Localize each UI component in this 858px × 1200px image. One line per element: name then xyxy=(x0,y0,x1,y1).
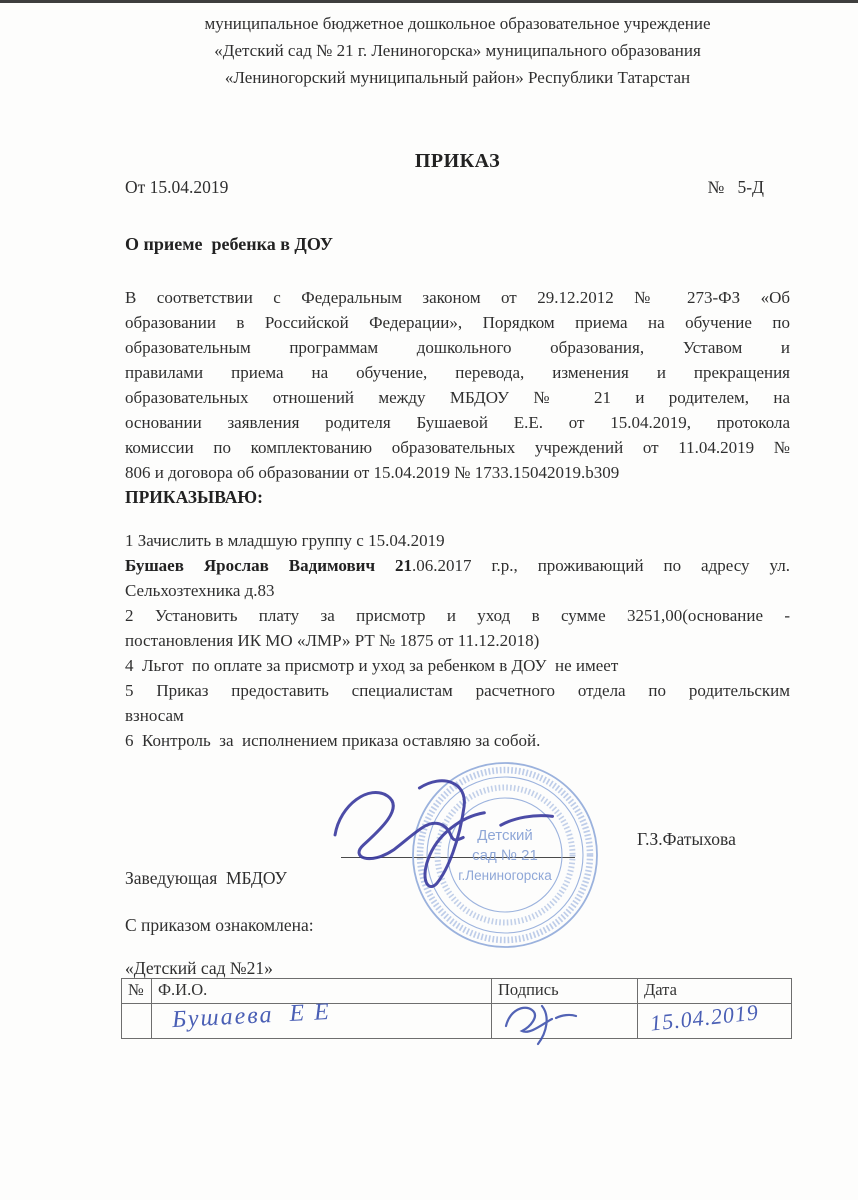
preamble-line: комиссии по комплектованию образовательных учреждений от 11.04.2019 № xyxy=(125,438,790,457)
order-subject: О приеме ребенка в ДОУ xyxy=(125,234,334,254)
director-signature-scribble-icon xyxy=(321,763,575,902)
col-header-date: Дата xyxy=(638,979,792,1004)
col-header-signature: Подпись xyxy=(492,979,638,1004)
signer-name: Г.З.Фатыхова xyxy=(637,829,736,849)
signer-position-line1: Заведующая МБДОУ xyxy=(125,868,287,888)
cell-signature-handwritten xyxy=(492,1004,638,1039)
order-item-1: 1 Зачислить в младшую группу с 15.04.2019 xyxy=(125,531,445,550)
preamble-line: образовательным программам дошкольного образования, Уставом и xyxy=(125,338,790,357)
stamp-center-line1: Детский xyxy=(477,827,533,844)
order-item-2-line2: постановления ИК МО «ЛМР» РТ № 1875 от 11.12.2018) xyxy=(125,631,540,650)
cell-date-handwritten xyxy=(638,999,792,1039)
preamble-line: образовательных отношений между МБДОУ № 21 и родителем, на xyxy=(125,388,790,407)
order-item-1-child xyxy=(125,553,790,578)
org-line-3: «Лениногорский муниципальный район» Республики Татарстан xyxy=(224,68,691,87)
stamp-center-line3: г.Лениногорска xyxy=(458,868,552,883)
document-content xyxy=(125,10,790,753)
document-title: ПРИКАЗ xyxy=(414,150,501,172)
order-preamble xyxy=(125,285,790,510)
acknowledgement-table xyxy=(121,978,792,1039)
org-line-1: муниципальное бюджетное дошкольное образовательное учреждение xyxy=(204,14,711,33)
order-item-5-line2: взносам xyxy=(125,706,184,725)
date-number-row xyxy=(125,175,790,199)
parent-signature-scribble-icon xyxy=(500,1000,580,1051)
child-name: Бушаев Ярослав Вадимович 21 xyxy=(125,556,412,575)
preamble-line: В соответствии с Федеральным законом от 29.12.2012 № 273-ФЗ «Об xyxy=(125,288,790,307)
order-item-5-line1: 5 Приказ предоставить специалистам расчетного отдела по родительским xyxy=(125,681,790,700)
order-items xyxy=(125,528,790,753)
scan-artifact-top-edge xyxy=(0,0,858,3)
order-item-1-address: Сельхозтехника д.83 xyxy=(125,581,275,600)
organization-header xyxy=(125,10,790,91)
preamble-line: 806 и договора об образовании от 15.04.2019 № 1733.15042019.b309 xyxy=(125,463,620,482)
org-line-2: «Детский сад № 21 г. Лениногорска» муниципального образования xyxy=(214,41,701,60)
child-birth-address: .06.2017 г.р., проживающий по адресу ул. xyxy=(411,556,790,575)
acknowledgement-label: С приказом ознакомлена: xyxy=(125,915,314,935)
decree-heading: ПРИКАЗЫВАЮ: xyxy=(125,487,263,507)
stamp-center-line2: сад № 21 xyxy=(472,847,538,864)
handwritten-date: 15.04.2019 xyxy=(648,999,760,1036)
cell-number xyxy=(122,1004,152,1039)
order-number: № 5-Д xyxy=(707,177,764,197)
preamble-line: правилами приема на обучение, перевода, изменения и прекращения xyxy=(125,363,790,382)
order-date: От 15.04.2019 xyxy=(125,177,229,197)
handwritten-name: Бушаева Е Е xyxy=(171,998,332,1034)
cell-fio-handwritten xyxy=(152,998,492,1039)
preamble-line: образовании в Российской Федерации», Порядком приема на обучение по xyxy=(125,313,790,332)
signer-position-line2: «Детский сад №21» xyxy=(125,958,273,978)
col-header-fio: Ф.И.О. xyxy=(152,979,492,1004)
preamble-line: основании заявления родителя Бушаевой Е.Е. от 15.04.2019, протокола xyxy=(125,413,790,432)
order-item-2-line1: 2 Установить плату за присмотр и уход в сумме 3251,00(основание - xyxy=(125,606,790,625)
table-row xyxy=(122,1004,792,1039)
table-header-row xyxy=(122,979,792,1004)
order-item-6: 6 Контроль за исполнением приказа оставляю за собой. xyxy=(125,731,541,750)
col-header-number: № xyxy=(122,979,152,1004)
order-item-4: 4 Льгот по оплате за присмотр и уход за ребенком в ДОУ не имеет xyxy=(125,656,619,675)
